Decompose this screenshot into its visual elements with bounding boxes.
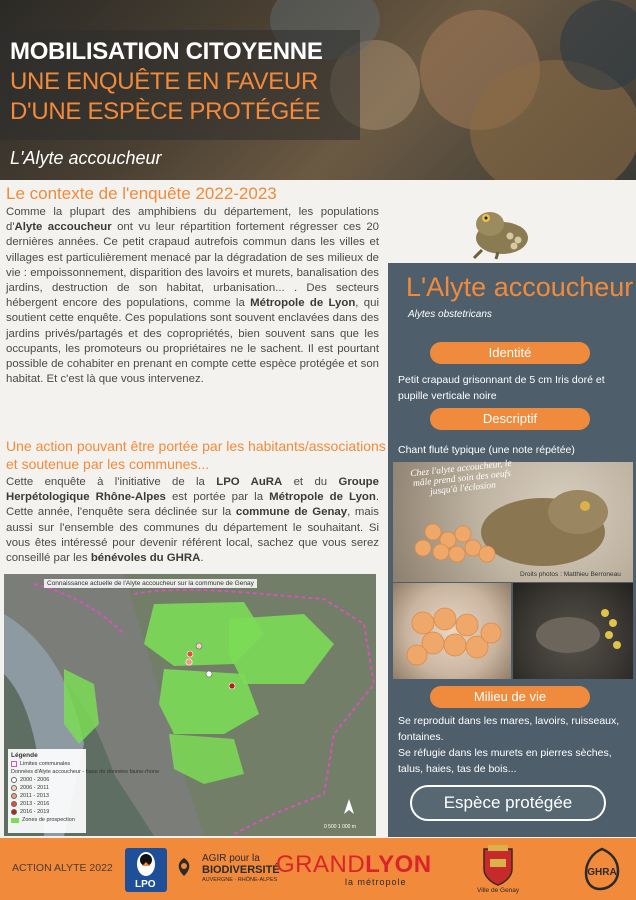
- grandlyon-subtitle: la métropole: [345, 877, 407, 887]
- agir-line-1: AGIR pour la: [202, 853, 260, 864]
- action-heading: Une action pouvant être portée par les habitants/associations et soutenue par les communes...: [6, 438, 386, 472]
- title-line-1: MOBILISATION CITOYENNE: [10, 38, 323, 65]
- title-line-3: D'UNE ESPÈCE PROTÉGÉE: [10, 98, 321, 125]
- action-label: ACTION ALYTE 2022: [12, 862, 113, 874]
- map-scale: 0 500 1 000 m: [324, 824, 356, 830]
- title-line-2: UNE ENQUÊTE EN FAVEUR: [10, 68, 318, 95]
- descriptif-text: Chant fluté typique (une note répétée): [398, 444, 575, 456]
- grandlyon-logo: GRANDLYON: [276, 851, 432, 878]
- context-paragraph: Comme la plupart des amphibiens du département, les populations d'Alyte accoucheur ont vu leur répartition fortement régresser ces 20 dernières années. Ce petit crapaud autrefois commun dans les villes et villages est particulièrement menacé par la dégradation de ses milieux de vie : empoissonnement, disparition des lavoirs et murets, banalisation des jardins, destruction de son habitat, urbanisation... . Des secteurs hébergent encore des populations, comme la Métropole de Lyon, qui soutient cette enquête. Ces populations sont souvent enclavées dans des jardins privés/partagés et des copropriétés, bien souvent sans que les occupants, les promoteurs ou propriétaires ne le sachent. Il est pourtant possible de cohabiter en prenant en compte cette espèce protégée et son habitat. Et c'est là que vous intervenez.: [6, 206, 379, 386]
- eggs-photo: [393, 583, 511, 679]
- photo-caption: Chez l'alyte accoucheur, le mâle prend soin des oeufs jusqu'à l'éclosion: [409, 458, 513, 498]
- toad-illustration-icon: [468, 200, 532, 260]
- action-paragraph: Cette enquête à l'initiative de la LPO AuRA et du Groupe Herpétologique Rhône-Alpes est portée par la Métropole de Lyon. Cette année, l'enquête sera déclinée sur la commune de Genay, mais aussi sur l'ensemble des communes du département le souhaitant. Si vous êtes intéressé pour devenir référent local, sachez que vous serez conseillé par les bénévoles du GHRA.: [6, 476, 379, 565]
- legend-title: Légende: [11, 752, 38, 759]
- legend-item: 2013 - 2016: [11, 801, 83, 807]
- habitat-text: Se reproduit dans les mares, lavoirs, ruisseaux, fontaines. Se réfugie dans les murets en pierres sèches, talus, haies, tas de bois...: [398, 715, 620, 775]
- legend-item: 2000 - 2006: [11, 777, 83, 783]
- ghra-text: GHRA: [587, 867, 617, 878]
- agir-line-2: BIODIVERSITÉ: [202, 864, 280, 876]
- ghra-logo-icon: [580, 845, 624, 893]
- genay-map: [4, 574, 376, 836]
- legend-item: Données d'Alyte accoucheur - base de données faune-rhone: [11, 769, 160, 775]
- tadpole-photo: [513, 583, 633, 679]
- identity-text: Petit crapaud grisonnant de 5 cm Iris doré et pupille verticale noire: [398, 374, 605, 402]
- legend-item: 2011 - 2013: [11, 793, 83, 799]
- species-subtitle: L'Alyte accoucheur: [10, 148, 162, 168]
- habitat-label: Milieu de vie: [430, 686, 590, 708]
- identity-label: Identité: [430, 342, 590, 364]
- photo-credit: Droits photos : Matthieu Berroneau: [520, 571, 621, 578]
- map-legend: [8, 749, 160, 833]
- descriptif-label: Descriptif: [430, 408, 590, 430]
- species-name: L'Alyte accoucheur: [406, 272, 634, 302]
- genay-text: Ville de Genay: [477, 887, 520, 894]
- lpo-text: LPO: [135, 879, 156, 890]
- agir-line-3: AUVERGNE · RHÔNE-ALPES: [202, 877, 278, 883]
- legend-item: Limites communales: [11, 761, 83, 767]
- genay-crest-icon: [478, 843, 518, 887]
- legend-item: 2016 - 2019: [11, 809, 83, 815]
- protected-species-badge: Espèce protégée: [410, 785, 606, 821]
- agir-logo-icon: [174, 856, 194, 878]
- map-caption: Connaissance actuelle de l'Alyte accoucheur sur la commune de Genay: [44, 579, 257, 588]
- species-latin-name: Alytes obstetricans: [408, 309, 492, 320]
- legend-item: Zones de prospection: [11, 817, 83, 823]
- legend-item: 2006 - 2011: [11, 785, 83, 791]
- context-heading: Le contexte de l'enquête 2022-2023: [6, 184, 277, 203]
